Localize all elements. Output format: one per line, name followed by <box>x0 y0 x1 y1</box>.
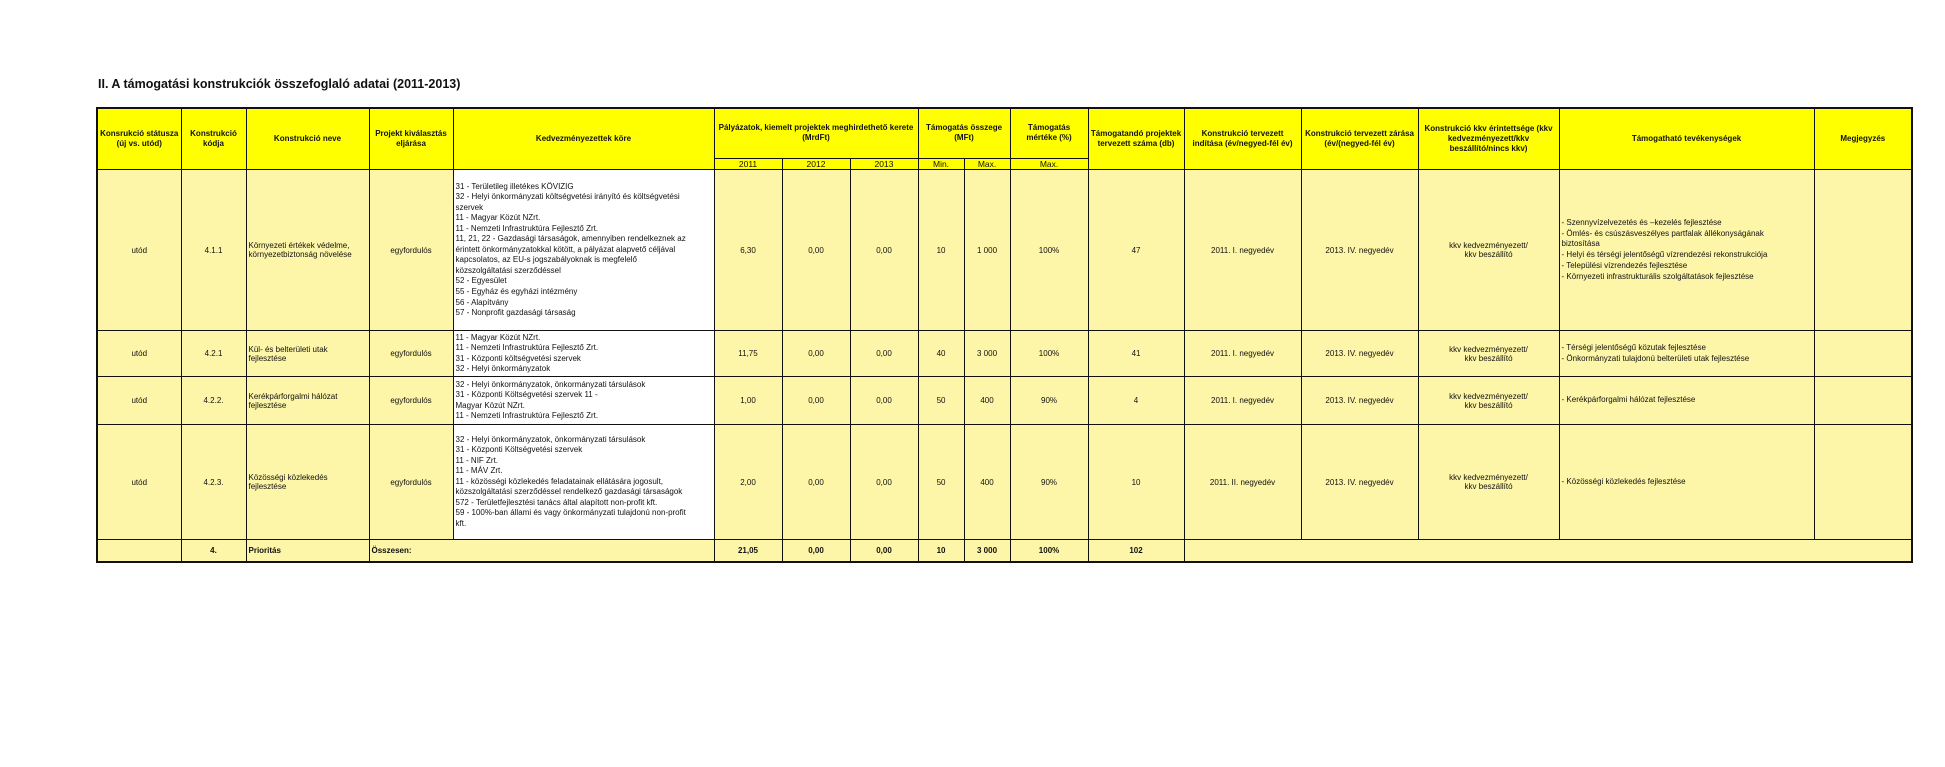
total-count-cell: 102 <box>1088 540 1184 562</box>
projects-count-cell: 10 <box>1088 425 1184 540</box>
sme-cell <box>1418 425 1559 540</box>
note-cell <box>1814 331 1912 377</box>
table-row <box>97 377 1912 425</box>
header-activities: Támogatható tevékenységek <box>1559 108 1814 170</box>
activities-cell-line: - Települési vízrendezés fejlesztése <box>1561 260 1688 270</box>
beneficiaries-cell-line: 32 - Helyi önkormányzatok <box>455 364 551 374</box>
end-cell: 2013. IV. negyedév <box>1301 425 1418 540</box>
sme-cell-line: kkv beszállító <box>1464 482 1513 492</box>
note-cell <box>1814 170 1912 331</box>
support-max-cell: 400 <box>964 377 1010 425</box>
header-note: Megjegyzés <box>1814 108 1912 170</box>
beneficiaries-cell-line: 59 - 100%-ban állami és vagy önkormányzati tulajdonú non-profit <box>455 508 686 518</box>
beneficiaries-cell-line: 572 - Területfejlesztési tanács által alapított non-profit kft. <box>455 497 658 507</box>
total-code-cell: 4. <box>181 540 246 562</box>
total-min-cell: 10 <box>918 540 964 562</box>
selection-cell: egyfordulós <box>369 331 453 377</box>
beneficiaries-cell-line: 32 - Helyi önkormányzatok, önkormányzati társulások <box>455 379 646 389</box>
sme-cell-line: kkv beszállító <box>1464 353 1513 363</box>
subheader-2013: 2013 <box>850 158 918 170</box>
beneficiaries-cell-line: 11 - Nemzeti Infrastruktúra Fejlesztő Zrt. <box>455 223 599 233</box>
beneficiaries-cell-line: 11, 21, 22 - Gazdasági társaságok, amennyiben rendelkeznek az <box>455 234 686 244</box>
note-cell <box>1814 377 1912 425</box>
code-cell: 4.2.1 <box>181 331 246 377</box>
start-cell: 2011. II. negyedév <box>1184 425 1301 540</box>
activities-cell-line: - Környezeti infrastrukturális szolgáltatások fejlesztése <box>1561 271 1754 281</box>
beneficiaries-cell <box>453 331 714 377</box>
beneficiaries-cell-line: 32 - Helyi önkormányzati költségvetési irányító és költségvetési <box>455 192 680 202</box>
support-rate-cell: 100% <box>1010 331 1088 377</box>
start-cell: 2011. I. negyedév <box>1184 377 1301 425</box>
activities-cell <box>1559 425 1814 540</box>
header-end: Konstrukció tervezett zárása (év/(negyed-fél év) <box>1301 108 1418 170</box>
total-row <box>97 540 1912 562</box>
beneficiaries-cell <box>453 377 714 425</box>
header-name: Konstrukció neve <box>246 108 369 170</box>
budget-2011-cell: 6,30 <box>714 170 782 331</box>
activities-cell-line: - Helyi és térségi jelentőségű vízrendezési rekonstrukciója <box>1561 250 1768 260</box>
support-min-cell: 10 <box>918 170 964 331</box>
beneficiaries-cell-line: 11 - NIF Zrt. <box>455 455 499 465</box>
support-min-cell: 50 <box>918 377 964 425</box>
beneficiaries-cell-line: 55 - Egyház és egyházi intézmény <box>455 287 578 297</box>
budget-2013-cell: 0,00 <box>850 331 918 377</box>
activities-cell-line: - Önkormányzati tulajdonú belterületi utak fejlesztése <box>1561 353 1750 363</box>
beneficiaries-cell-line: 31 - Központi Költségvetési szervek <box>455 445 583 455</box>
activities-cell-line: - Szennyvízelvezetés és –kezelés fejlesztése <box>1561 217 1722 227</box>
name-cell: Környezeti értékek védelme, környezetbiztonság növelése <box>246 170 369 331</box>
budget-2013-cell: 0,00 <box>850 425 918 540</box>
header-start: Konstrukció tervezett indítása (év/negyed-fél év) <box>1184 108 1301 170</box>
sme-cell-line: kkv beszállító <box>1464 400 1513 410</box>
total-2013-cell: 0,00 <box>850 540 918 562</box>
beneficiaries-cell-line: 31 - Központi költségvetési szervek <box>455 353 581 363</box>
header-sme: Konstrukció kkv érintettsége (kkv kedvezményezett/kkv beszállító/nincs kkv) <box>1418 108 1559 170</box>
beneficiaries-cell-line: 52 - Egyesület <box>455 276 507 286</box>
budget-2013-cell: 0,00 <box>850 377 918 425</box>
sme-cell <box>1418 377 1559 425</box>
status-cell: utód <box>97 170 181 331</box>
total-2012-cell: 0,00 <box>782 540 850 562</box>
beneficiaries-cell-line: Magyar Közút NZrt. <box>455 400 525 410</box>
beneficiaries-cell-line: 11 - Nemzeti Infrastruktúra Fejlesztő Zrt. <box>455 411 599 421</box>
budget-2012-cell: 0,00 <box>782 170 850 331</box>
status-cell: utód <box>97 331 181 377</box>
budget-2012-cell: 0,00 <box>782 331 850 377</box>
name-cell: Kerékpárforgalmi hálózat fejlesztése <box>246 377 369 425</box>
sme-cell <box>1418 331 1559 377</box>
header-budget: Pályázatok, kiemelt projektek meghirdethető kerete (MrdFt) <box>714 108 918 158</box>
activities-cell <box>1559 377 1814 425</box>
beneficiaries-cell-line: 11 - Nemzeti Infrastruktúra Fejlesztő Zrt. <box>455 343 599 353</box>
sme-cell-line: kkv kedvezményezett/ <box>1449 344 1528 354</box>
budget-2011-cell: 2,00 <box>714 425 782 540</box>
header-row <box>97 108 1912 158</box>
header-support-rate: Támogatás mértéke (%) <box>1010 108 1088 158</box>
header-support-amount: Támogatás összege (MFt) <box>918 108 1010 158</box>
support-min-cell: 40 <box>918 331 964 377</box>
subheader-2012: 2012 <box>782 158 850 170</box>
start-cell: 2011. I. negyedév <box>1184 331 1301 377</box>
beneficiaries-cell <box>453 425 714 540</box>
beneficiaries-cell-line: kapcsolatos, az EU-s jogszabályoknak is megfelelő <box>455 255 637 265</box>
beneficiaries-cell-line: 11 - MÁV Zrt. <box>455 466 503 476</box>
code-cell: 4.1.1 <box>181 170 246 331</box>
activities-cell <box>1559 331 1814 377</box>
activities-cell-line: - Közösségi közlekedés fejlesztése <box>1561 476 1686 486</box>
support-rate-cell: 100% <box>1010 170 1088 331</box>
beneficiaries-cell-line: 11 - Magyar Közút NZrt. <box>455 213 541 223</box>
projects-count-cell: 47 <box>1088 170 1184 331</box>
activities-cell <box>1559 170 1814 331</box>
end-cell: 2013. IV. negyedév <box>1301 331 1418 377</box>
subheader-min: Min. <box>918 158 964 170</box>
support-max-cell: 1 000 <box>964 170 1010 331</box>
projects-count-cell: 4 <box>1088 377 1184 425</box>
sme-cell-line: kkv kedvezményezett/ <box>1449 473 1528 483</box>
end-cell: 2013. IV. negyedév <box>1301 377 1418 425</box>
beneficiaries-cell-line: 31 - Területileg illetékes KÖVIZIG <box>455 181 574 191</box>
table-row <box>97 331 1912 377</box>
page-title: II. A támogatási konstrukciók összefoglaló adatai (2011-2013) <box>98 77 461 91</box>
header-beneficiaries: Kedvezményezettek köre <box>453 108 714 170</box>
status-cell: utód <box>97 377 181 425</box>
selection-cell: egyfordulós <box>369 377 453 425</box>
beneficiaries-cell-line: 31 - Központi Költségvetési szervek 11 - <box>455 390 598 400</box>
selection-cell: egyfordulós <box>369 170 453 331</box>
total-empty-cell <box>97 540 181 562</box>
budget-2012-cell: 0,00 <box>782 425 850 540</box>
beneficiaries-cell-line: közszolgáltatási szerződéssel rendelkező gazdasági társaságok <box>455 487 683 497</box>
beneficiaries-cell-line: kft. <box>455 519 467 529</box>
support-rate-cell: 90% <box>1010 425 1088 540</box>
beneficiaries-cell-line: 11 - Magyar Közút NZrt. <box>455 332 541 342</box>
status-cell: utód <box>97 425 181 540</box>
support-max-cell: 3 000 <box>964 331 1010 377</box>
start-cell: 2011. I. negyedév <box>1184 170 1301 331</box>
budget-2011-cell: 11,75 <box>714 331 782 377</box>
budget-2012-cell: 0,00 <box>782 377 850 425</box>
total-2011-cell: 21,05 <box>714 540 782 562</box>
name-cell: Közösségi közlekedés fejlesztése <box>246 425 369 540</box>
beneficiaries-cell <box>453 170 714 331</box>
sme-cell <box>1418 170 1559 331</box>
note-cell <box>1814 425 1912 540</box>
total-rest-cell <box>1184 540 1912 562</box>
beneficiaries-cell-line: 32 - Helyi önkormányzatok, önkormányzati társulások <box>455 434 646 444</box>
activities-cell-line: - Ömlés- és csúszásveszélyes partfalak állékonyságának <box>1561 228 1764 238</box>
sme-cell-line: kkv beszállító <box>1464 250 1513 260</box>
header-code: Konstrukció kódja <box>181 108 246 170</box>
beneficiaries-cell-line: szervek <box>455 202 484 212</box>
header-selection: Projekt kiválasztás eljárása <box>369 108 453 170</box>
beneficiaries-cell-line: közszolgáltatási szerződéssel <box>455 265 561 275</box>
total-priority-cell: Prioritás <box>246 540 369 562</box>
table-row <box>97 425 1912 540</box>
sme-cell-line: kkv kedvezményezett/ <box>1449 391 1528 401</box>
total-label-cell: Összesen: <box>369 540 714 562</box>
beneficiaries-cell-line: 56 - Alapítvány <box>455 297 509 307</box>
end-cell: 2013. IV. negyedév <box>1301 170 1418 331</box>
subheader-rate-max: Max. <box>1010 158 1088 170</box>
budget-2011-cell: 1,00 <box>714 377 782 425</box>
sme-cell-line: kkv kedvezményezett/ <box>1449 241 1528 251</box>
support-max-cell: 400 <box>964 425 1010 540</box>
subheader-max: Max. <box>964 158 1010 170</box>
beneficiaries-cell-line: 57 - Nonprofit gazdasági társaság <box>455 308 576 318</box>
code-cell: 4.2.2. <box>181 377 246 425</box>
total-max-cell: 3 000 <box>964 540 1010 562</box>
header-projects-count: Támogatandó projektek tervezett száma (db) <box>1088 108 1184 170</box>
name-cell: Kül- és belterületi utak fejlesztése <box>246 331 369 377</box>
total-rate-cell: 100% <box>1010 540 1088 562</box>
selection-cell: egyfordulós <box>369 425 453 540</box>
subheader-2011: 2011 <box>714 158 782 170</box>
beneficiaries-cell-line: 11 - közösségi közlekedés feladatainak ellátására jogosult, <box>455 476 664 486</box>
code-cell: 4.2.3. <box>181 425 246 540</box>
budget-2013-cell: 0,00 <box>850 170 918 331</box>
activities-cell-line: biztosítása <box>1561 239 1600 249</box>
support-rate-cell: 90% <box>1010 377 1088 425</box>
summary-table <box>96 107 1913 563</box>
header-status: Konsrukció státusza (új vs. utód) <box>97 108 181 170</box>
projects-count-cell: 41 <box>1088 331 1184 377</box>
activities-cell-line: - Kerékpárforgalmi hálózat fejlesztése <box>1561 395 1696 405</box>
support-min-cell: 50 <box>918 425 964 540</box>
activities-cell-line: - Térségi jelentőségű közutak fejlesztése <box>1561 342 1706 352</box>
table-row <box>97 170 1912 331</box>
beneficiaries-cell-line: érintett önkormányzatokkal kötött, a pályázat alapvető céljával <box>455 244 676 254</box>
